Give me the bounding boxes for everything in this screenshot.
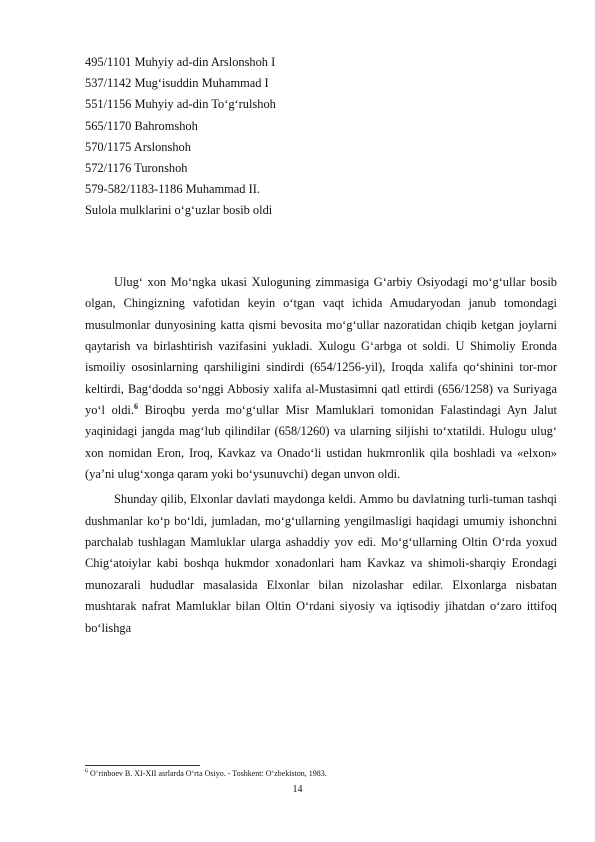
ruler-list — [85, 52, 560, 222]
list-item: Sulola mulklarini o‘g‘uzlar bosib oldi — [85, 203, 273, 218]
paragraph-1-continuation: Biroqbu yerda mo‘g‘ullar Misr Mamluklari tomonidan Falastindagi Ayn Jalut yaqinidagi jangda mag‘lub qilindilar (658/1260) va ularning siljishi to‘xtatildi. Hulogu ulug‘ xon nomidan Eron, Iroq, Kavkaz va Onado‘li ustidan hukmronlik qila boshladi va «elxon» (ya’ni ulug‘xonga qaram yoki bo‘ysunuvchi) degan unvon oldi. — [85, 403, 557, 482]
paragraph-1-text: Ulug‘ xon Mo‘ngka ukasi Xuloguning zimmasiga G‘arbiy Osiyodagi mo‘g‘ullar bosib olgan, Chingizning vafotidan keyin o‘tgan vaqt ichida Amudaryodan janub tomondagi musulmonlar dunyosining katta qismi bevosita mo‘g‘ullar nazoratidan chiqib ketgan joylarni qaytarish va birlashtirish vazifasini yukladi. Xulogu G‘arbga ot soldi. U Shimoliy Eronda ismoiliy ososinlarning qarshiligini sindirdi (654/1256-yil), Iroqda xalifa qo‘shinini tor-mor keltirdi, Bag‘dodda so‘nggi Abbosiy xalifa al-Mustasimni qatl ettirdi (656/1258) va Suriyaga yo‘l oldi. — [85, 275, 557, 418]
page-number: 14 — [292, 784, 303, 795]
footnote-marker: 6 — [85, 768, 88, 775]
footnote-divider — [85, 765, 200, 766]
list-item: 537/1142 Mug‘isuddin Muhammad I — [85, 76, 269, 91]
footnote — [85, 769, 327, 779]
footnote-text: O‘rinboev B. XI-XII asrlarda O‘rta Osiyo. - Toshkent: O‘zbekiston, 1983. — [88, 769, 327, 778]
paragraph-2: Shunday qilib, Elxonlar davlati maydonga keldi. Ammo bu davlatning turli-tuman tashqi dushmanlar ko‘p bo‘ldi, jumladan, mo‘g‘ullarning yengilmasligi haqidagi umumiy ishonchni parchalab tushlagan Mamluklar ularga ashaddiy yov edi. Mo‘g‘ullarning Oltin O‘rda yoxud Chig‘atoiylar kabi boshqa hukmdor xonadonlari ham Kavkaz va shimoli-sharqiy Erondagi munozarali hududlar masalasida Elxonlar bilan nizolashar edilar. Elxonlarga nisbatan mushtarak nafrat Mamluklar bilan Oltin O‘rdani siyosiy va iqtisodiy jihatdan o‘zaro ittifoq bo‘lishga — [85, 492, 557, 635]
list-item: 570/1175 Arslonshoh — [85, 139, 191, 154]
list-item: 579-582/1183-1186 Muhammad II. — [85, 182, 260, 197]
list-item: 565/1170 Bahromshoh — [85, 118, 198, 133]
paragraph-1 — [85, 272, 557, 485]
footnote-reference[interactable]: 6 — [133, 401, 138, 411]
body-text — [85, 272, 557, 643]
list-item: 551/1156 Muhyiy ad-din To‘g‘rulshoh — [85, 97, 276, 112]
list-item: 572/1176 Turonshoh — [85, 161, 188, 176]
list-item: 495/1101 Muhyiy ad-din Arslonshoh I — [85, 55, 276, 69]
